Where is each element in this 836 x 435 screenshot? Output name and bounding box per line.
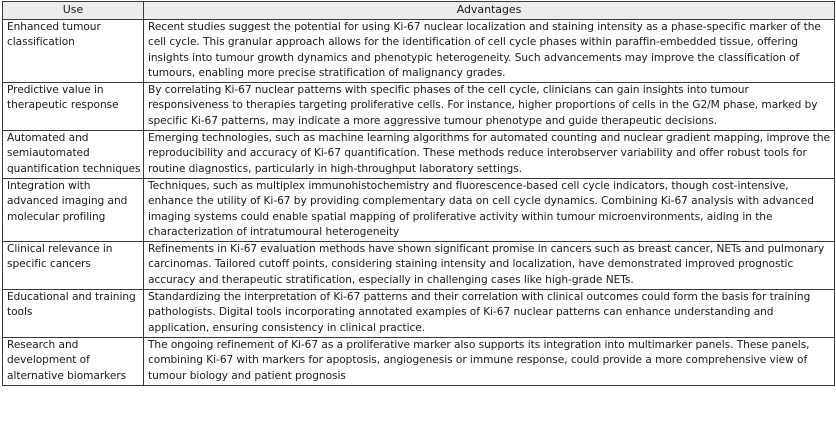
use-cell: Clinical relevance in specific cancers (3, 242, 144, 290)
table-row (3, 337, 835, 385)
advantages-cell: By correlating Ki-67 nuclear patterns with specific phases of the cell cycle, clinicians can gain insights into tumour responsiveness to therapies targeting proliferative cells. For instance, higher proportions of cells in the G2/M phase, marked by specific Ki-67 patterns, may indicate a more aggressive tumour phenotype and guide therapeutic decisions. (144, 83, 835, 131)
advantages-cell: Techniques, such as multiplex immunohistochemistry and fluorescence-based cell cycle indicators, though cost-intensive, enhance the utility of Ki-67 by providing complementary data on cell cycle dynamics. Combining Ki-67 analysis with advanced imaging systems could enable spatial mapping of proliferative activity within tumour microenvironments, aiding in the characterization of intratumoural heterogeneity (144, 178, 835, 241)
use-cell: Research and development of alternative biomarkers (3, 337, 144, 385)
header-use: Use (3, 2, 144, 20)
table-row (3, 290, 835, 338)
table-row (3, 242, 835, 290)
use-cell: Automated and semiautomated quantification techniques (3, 131, 144, 179)
table-row (3, 131, 835, 179)
advantages-cell: Standardizing the interpretation of Ki-67 patterns and their correlation with clinical outcomes could form the basis for training pathologists. Digital tools incorporating annotated examples of Ki-67 nuclear patterns can enhance understanding and application, ensuring consistency in clinical practice. (144, 290, 835, 338)
advantages-cell: Emerging technologies, such as machine learning algorithms for automated counting and nuclear gradient mapping, improve the reproducibility and accuracy of Ki-67 quantification. These methods reduce interobserver variability and offer robust tools for routine diagnostics, particularly in high-throughput laboratory settings. (144, 131, 835, 179)
advantages-cell: Recent studies suggest the potential for using Ki-67 nuclear localization and staining intensity as a phase-specific marker of the cell cycle. This granular approach allows for the identification of cell cycle phases within paraffin-embedded tissue, offering insights into tumour growth dynamics and phenotypic heterogeneity. Such advancements may improve the classification of tumours, enabling more precise stratification of malignancy grades. (144, 20, 835, 83)
advantages-cell: Refinements in Ki-67 evaluation methods have shown significant promise in cancers such as breast cancer, NETs and pulmonary carcinomas. Tailored cutoff points, considering staining intensity and localization, have demonstrated improved prognostic accuracy and therapeutic stratification, especially in challenging cases like high-grade NETs. (144, 242, 835, 290)
table-header-row (3, 2, 835, 20)
table-row (3, 20, 835, 83)
use-cell: Educational and training tools (3, 290, 144, 338)
use-cell: Integration with advanced imaging and molecular profiling (3, 178, 144, 241)
header-advantages: Advantages (144, 2, 835, 20)
use-cell: Enhanced tumour classification (3, 20, 144, 83)
use-cell: Predictive value in therapeutic response (3, 83, 144, 131)
table-row (3, 83, 835, 131)
advantages-cell: The ongoing refinement of Ki-67 as a proliferative marker also supports its integration into multimarker panels. These panels, combining Ki-67 with markers for apoptosis, angiogenesis or immune response, could provide a more comprehensive view of tumour biology and patient prognosis (144, 337, 835, 385)
ki67-uses-table (2, 1, 835, 386)
table-row (3, 178, 835, 241)
